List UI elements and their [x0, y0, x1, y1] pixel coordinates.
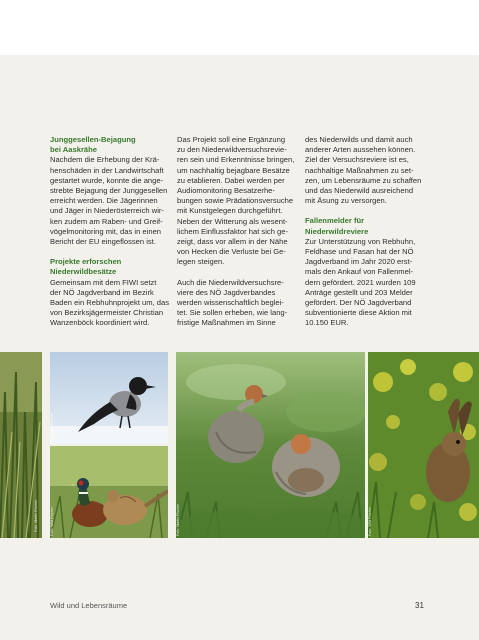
text-line: legen steigen. — [177, 257, 225, 267]
text-line: gestartet wurde, konnte die ange- — [50, 175, 164, 185]
text-line: nachhaltige Maßnahmen zu set- — [305, 165, 414, 175]
text-line: anderer Arten aussehen können. — [305, 145, 416, 155]
text-line: dern gefördert. 2021 wurden 109 — [305, 277, 416, 287]
pheasant-photo — [50, 446, 168, 538]
hare-credit: Foto: Wild Fischer — [368, 507, 372, 536]
paragraph-projekt — [177, 135, 302, 268]
text-line: 10.150 EUR. — [305, 318, 349, 328]
text-column-1 — [50, 135, 175, 329]
text-line: strebte Bejagung der Junggesellen — [50, 186, 168, 196]
text-line: Wanzenböck koordiniert wird. — [50, 318, 150, 328]
text-line: Bericht der EU eingeflossen ist. — [50, 237, 156, 247]
pheasant-credit: Foto: Wild Fischer — [50, 507, 54, 536]
text-line: Feldhase und Fasan hat der NÖ — [305, 247, 414, 257]
grass-credit: Foto: Martin Fischer — [34, 500, 38, 532]
text-line: Nachdem die Erhebung der Krä- — [50, 155, 160, 165]
heading-aaskraehe: bei Aaskrähe — [50, 145, 97, 155]
heading-projekte: Projekte erforschen — [50, 257, 122, 267]
heading-niederwildbesaetze: Niederwildbesätze — [50, 267, 117, 277]
text-line: Baden ein Rebhuhnprojekt um, das — [50, 298, 170, 308]
text-line: lichem Einflussfaktor hat sich ge- — [177, 226, 288, 236]
text-line: Auch die Niederwildversuchsre- — [177, 277, 284, 287]
text-line: gefördert. Der NÖ Jagdverband — [305, 298, 412, 308]
text-line: Neben der Witterung als wesent- — [177, 216, 288, 226]
text-line: ken zudem am Raben- und Greif- — [50, 216, 163, 226]
partridge-credit: Foto: Martin Fischer — [176, 504, 180, 536]
paragraph-versuchsreviere — [177, 278, 302, 329]
text-line: werden wissenschaftlich beglei- — [177, 298, 284, 308]
text-column-3 — [305, 135, 430, 329]
text-line: zu den Niederwildversuchsrevie- — [177, 145, 287, 155]
heading-fallenmelder: Fallenmelder für — [305, 216, 365, 226]
text-line: Audiomonitoring Besatzerhe- — [177, 186, 275, 196]
text-line: Jagdverband im Jahr 2020 erst- — [305, 257, 413, 267]
text-line: Ziel der Versuchsreviere ist es, — [305, 155, 409, 165]
text-column-2 — [177, 135, 302, 329]
text-line: zu etablieren. Dabei werden per — [177, 175, 285, 185]
text-line: der NÖ Jagdverband im Bezirk — [50, 287, 154, 297]
text-line: bungen sowie Prädationsversuche — [177, 196, 294, 206]
text-line: mit Äsung zu versorgen. — [305, 196, 387, 206]
heading-niederwildreviere: Niederwildreviere — [305, 226, 369, 236]
hare-photo — [368, 352, 479, 538]
paragraph-foerderung — [305, 237, 430, 329]
paragraph-rebhuhnprojekt — [50, 278, 175, 329]
paragraph-niederwild — [305, 135, 430, 206]
crow-credit: Foto: Wild Fischer — [50, 413, 54, 442]
text-line: Zur Unterstützung von Rebhuhn, — [305, 236, 416, 246]
text-line: Gemeinsam mit dem FIWI setzt — [50, 277, 157, 287]
text-line: und das Niederwild ausreichend — [305, 186, 414, 196]
text-line: zeigt, dass vor allem in der Nähe — [177, 237, 288, 247]
paragraph-kraehe — [50, 155, 175, 247]
text-line: viere des NÖ Jagdverbandes — [177, 287, 276, 297]
text-line: mit Kunstgelegen durchgeführt. — [177, 206, 283, 216]
crow-photo — [50, 352, 168, 444]
text-line: ren sein und Erkenntnisse bringen, — [177, 155, 295, 165]
text-line: erreicht werden. Die Jägerinnen — [50, 196, 158, 206]
text-line: von Bezirksjägermeister Christian — [50, 308, 164, 318]
text-line: von Hecken die Verluste bei Ge- — [177, 247, 286, 257]
text-line: subventionierte diese Aktion mit — [305, 308, 412, 318]
partridge-photo — [176, 352, 365, 538]
text-line: fristige Maßnahmen im Sinne — [177, 318, 276, 328]
text-line: Das Projekt soll eine Ergänzung — [177, 135, 286, 144]
text-line: um nachhaltig bejagbare Besätze — [177, 165, 290, 175]
heading-junggesellen: Junggesellen-Bejagung — [50, 135, 136, 144]
grass-photo — [0, 352, 42, 538]
text-line: tet. Sie sollen erheben, wie lang- — [177, 308, 288, 318]
text-line: Anträge gestellt und 203 Melder — [305, 287, 413, 297]
text-line: und Jäger in Niederösterreich wir- — [50, 206, 164, 216]
text-line: vögelmonitoring mit, das in einen — [50, 226, 162, 236]
text-line: des Niederwilds und damit auch — [305, 135, 413, 144]
footer-section-title: Wild und Lebensräume — [50, 601, 128, 610]
text-line: mals den Ankauf von Fallenmel- — [305, 267, 414, 277]
text-line: zen, um Lebensräume zu schaffen — [305, 175, 422, 185]
page-number: 31 — [415, 601, 424, 610]
text-line: henschäden in der Landwirtschaft — [50, 165, 164, 175]
